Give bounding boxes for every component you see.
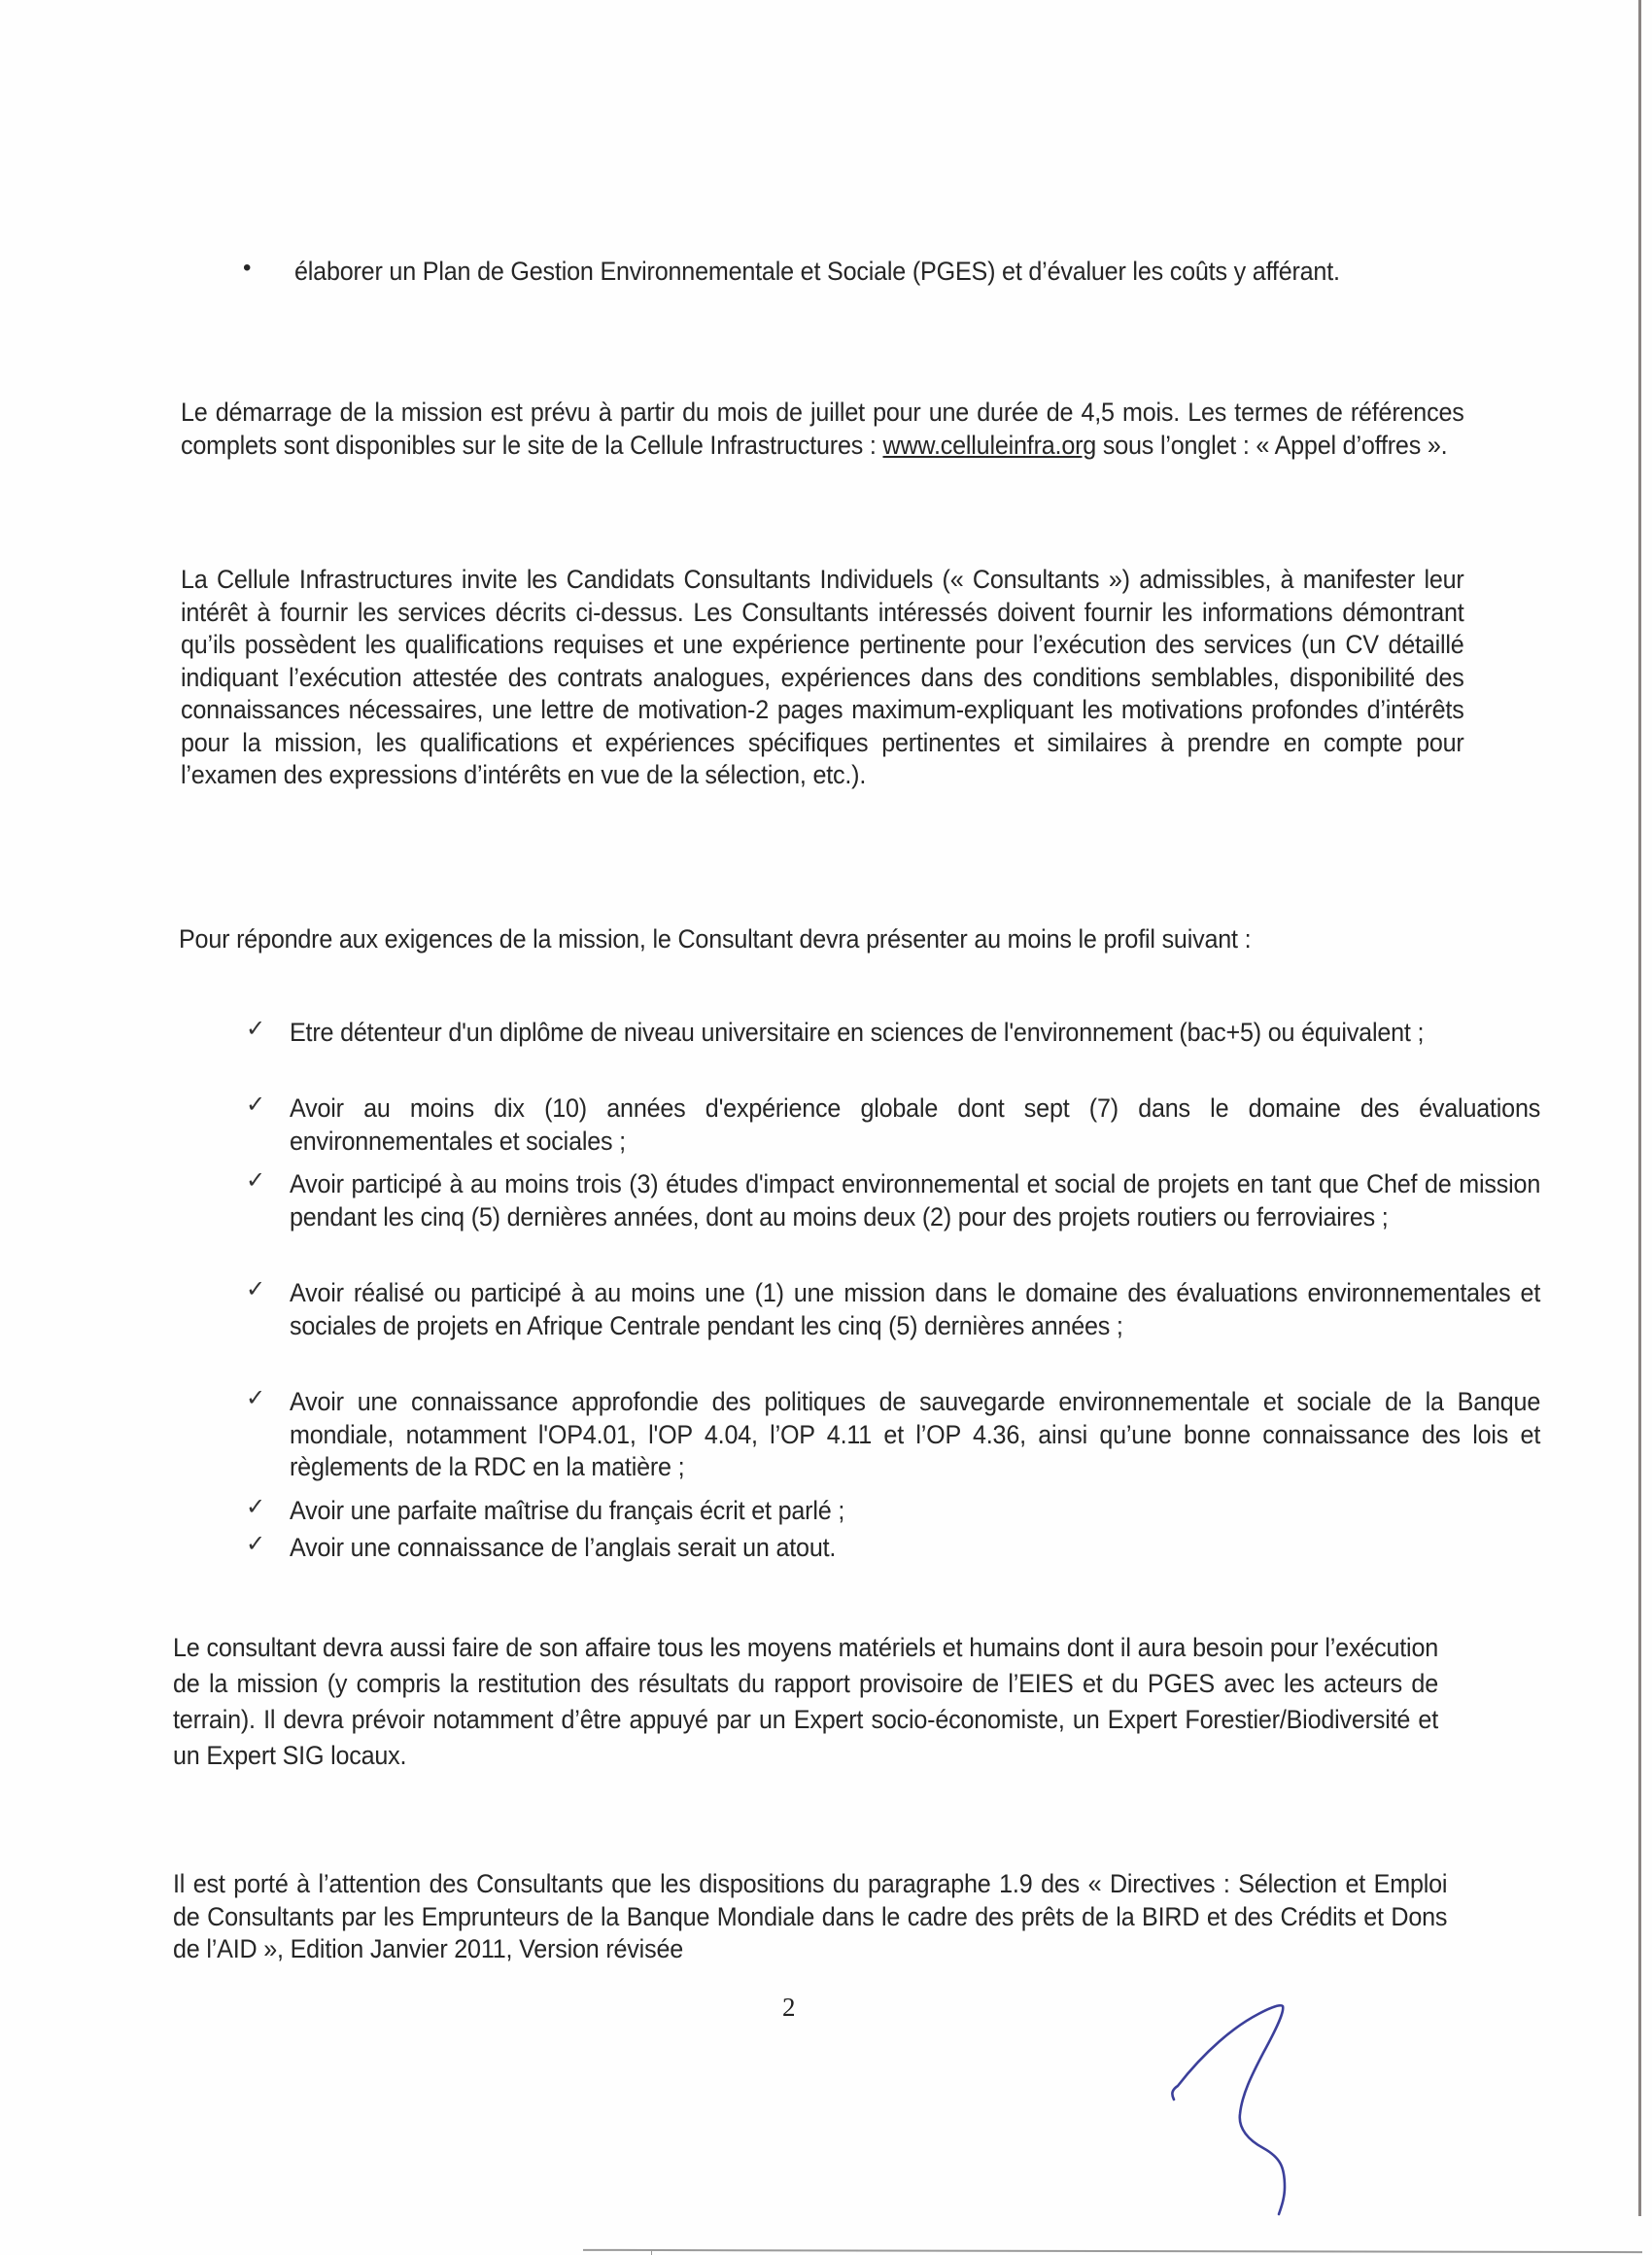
requirement-item: Avoir réalisé ou participé à au moins une (1) une mission dans le domaine des évaluations environnementales et sociales de projets en Afrique Centrale pendant les cinq (5) dernières années ;	[290, 1278, 1541, 1340]
paragraph-mission-start-text: Le démarrage de la mission est prévu à partir du mois de juillet pour une durée de 4,5 mois. Les termes de références complets sont disponibles sur le site de la Cellule Infrastructures :	[181, 398, 1464, 460]
website-link[interactable]: www.celluleinfra.org	[882, 430, 1097, 460]
check-icon: ✓	[246, 1493, 266, 1520]
paragraph-invitation: La Cellule Infrastructures invite les Candidats Consultants Individuels (« Consultants ») admissibles, à manifester leur intérêt à fournir les services décrits ci-dessus. Les Consultants intéressés doivent fournir les informations démontrant qu’ils possèdent les qualifications requises et une expérience pertinente pour l’exécution des services (un CV détaillé indiquant l’exécution attestée des contrats analogues, expériences dans des conditions semblables, disponibilité des connaissances nécessaires, une lettre de motivation-2 pages maximum-expliquant les motivations profondes d’intérêts pour la mission, les qualifications et expériences spécifiques pertinentes et similaires à prendre en compte pour l’examen des expressions d’intérêts en vue de la sélection, etc.).	[181, 565, 1464, 789]
requirement-item: Etre détenteur d'un diplôme de niveau universitaire en sciences de l'environnement (bac+5) ou équivalent ;	[290, 1018, 1425, 1047]
requirement-item: Avoir une connaissance approfondie des politiques de sauvegarde environnementale et sociale de la Banque mondiale, notamment l'OP4.01, l'OP 4.04, l’OP 4.11 et l’OP 4.36, ainsi qu’une bonne connaissance des lois et règlements de la RDC en la matière ;	[290, 1387, 1541, 1481]
paragraph-mission-start-tail: sous l’onglet : « Appel d’offres ».	[1096, 430, 1448, 460]
check-icon: ✓	[246, 1091, 266, 1118]
page-number: 2	[782, 1993, 796, 2022]
check-icon: ✓	[246, 1530, 266, 1557]
paragraph-consultant-means: Le consultant devra aussi faire de son affaire tous les moyens matériels et humains dont il aura besoin pour l’exécution de la mission (y compris la restitution des résultats du rapport provisoire de l’EIES et du PGES avec les acteurs de terrain). Il devra prévoir notamment d’être appuyé par un Expert socio-économiste, un Expert Forestier/Biodiversité et un Expert SIG locaux.	[173, 1633, 1438, 1770]
bullet-item-text: élaborer un Plan de Gestion Environnementale et Sociale (PGES) et d’évaluer les coûts y afférant.	[294, 257, 1340, 286]
paragraph-profile-intro: Pour répondre aux exigences de la mission, le Consultant devra présenter au moins le profil suivant :	[179, 924, 1252, 954]
check-icon: ✓	[246, 1275, 266, 1302]
check-icon: ✓	[246, 1384, 266, 1411]
signature-mark	[1127, 1993, 1380, 2216]
scan-edge-bottom	[583, 2249, 1642, 2253]
bullet-icon: •	[243, 255, 252, 281]
scan-edge-tick	[651, 2250, 652, 2255]
requirement-item: Avoir une connaissance de l’anglais serait un atout.	[290, 1533, 837, 1562]
requirement-item: Avoir une parfaite maîtrise du français écrit et parlé ;	[290, 1496, 845, 1525]
check-icon: ✓	[246, 1166, 266, 1194]
paragraph-directives: Il est porté à l’attention des Consultants que les dispositions du paragraphe 1.9 des « Directives : Sélection et Emploi de Consultants par les Emprunteurs de la Banque Mondiale dans le cadre des prêts de la BIRD et des Crédits et Dons de l’AID », Edition Janvier 2011, Version révisée	[173, 1869, 1448, 1963]
requirement-item: Avoir au moins dix (10) années d'expérience globale dont sept (7) dans le domaine des évaluations environnementales et sociales ;	[290, 1093, 1541, 1156]
paragraph-mission-start	[181, 397, 1464, 462]
requirement-item: Avoir participé à au moins trois (3) études d'impact environnemental et social de projets en tant que Chef de mission pendant les cinq (5) dernières années, dont au moins deux (2) pour des projets routiers ou ferroviaires ;	[290, 1169, 1541, 1232]
scan-edge-right	[1638, 0, 1641, 2216]
check-icon: ✓	[246, 1015, 266, 1042]
